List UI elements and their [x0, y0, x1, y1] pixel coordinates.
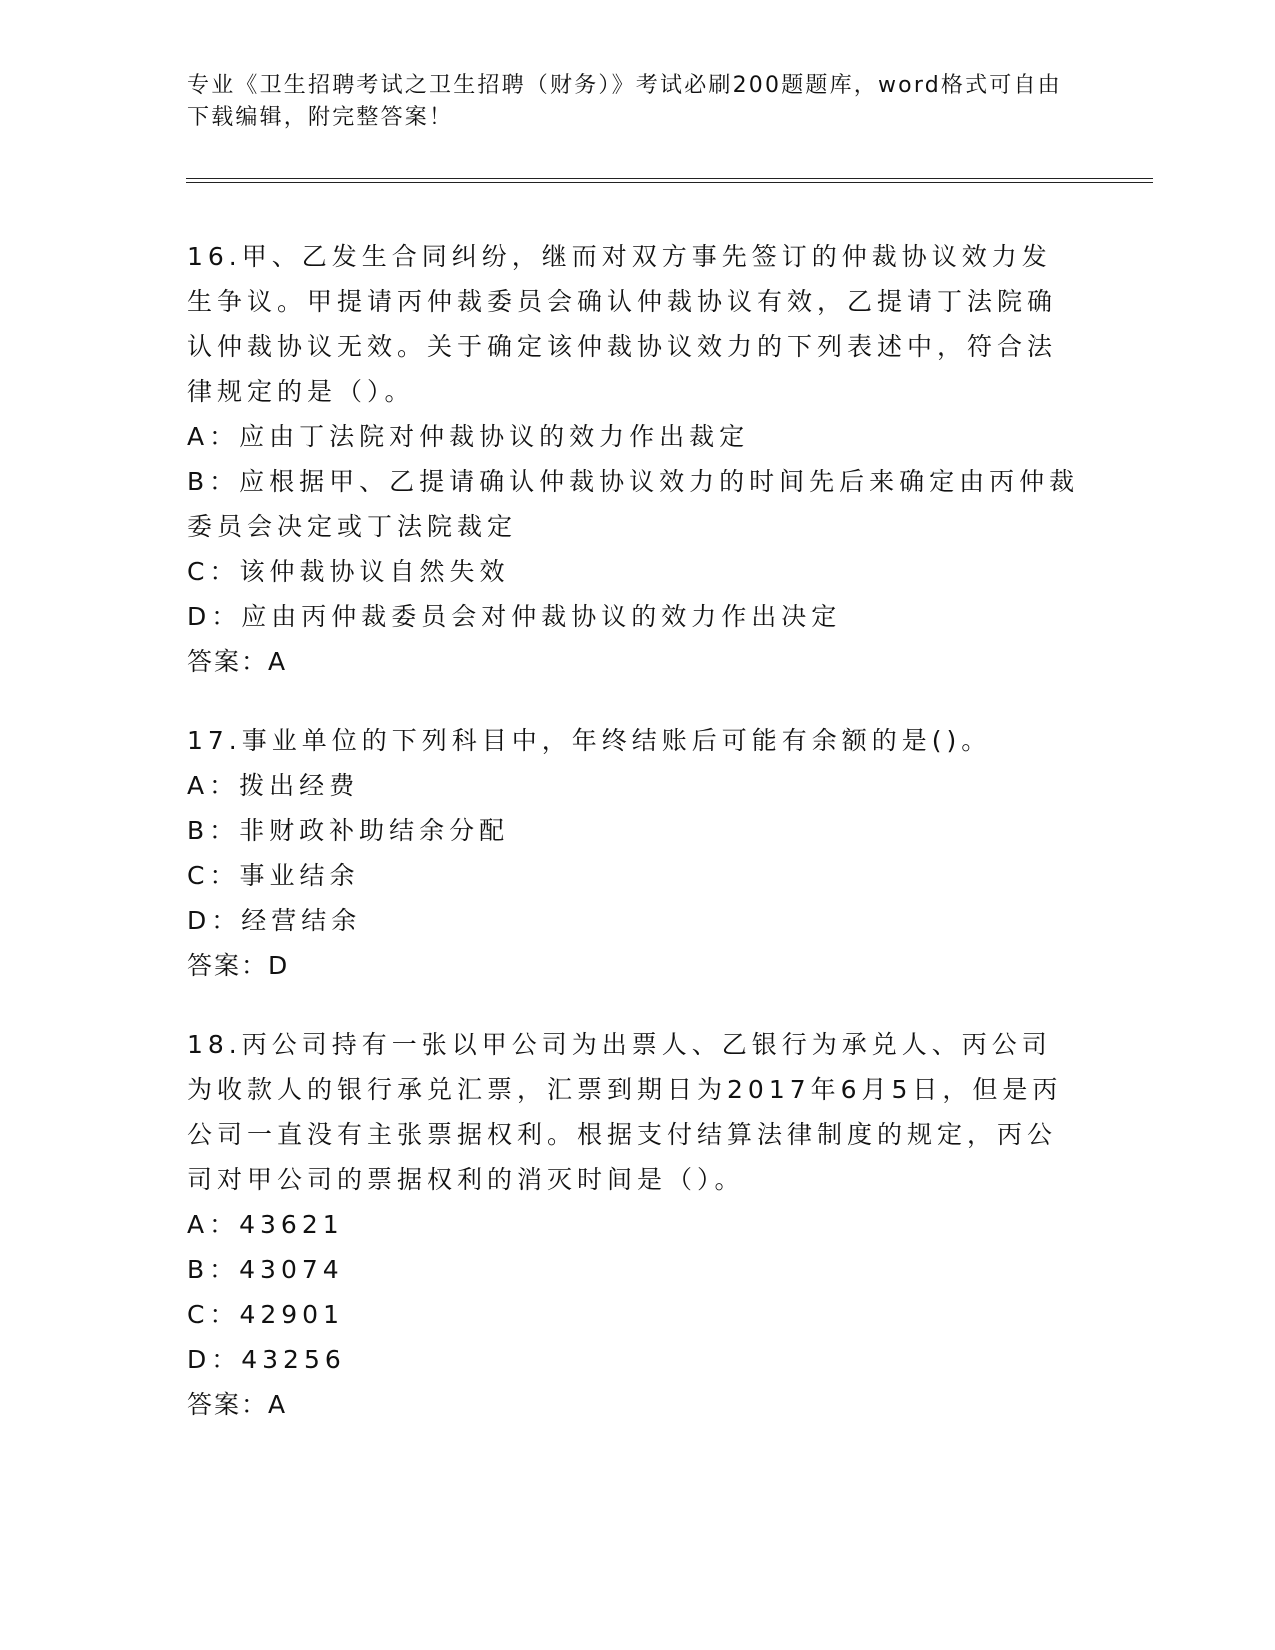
document-header: 专业《卫生招聘考试之卫生招聘（财务）》考试必刷200题题库，word格式可自由下载编辑，附完整答案！ — [187, 73, 1062, 130]
answer: 答案：A — [187, 1390, 288, 1419]
document-page — [187, 70, 1087, 134]
question-stem: 16.甲、乙发生合同纠纷，继而对双方事先签订的仲裁协议效力发生争议。甲提请丙仲裁委员会确认仲裁协议有效，乙提请丁法院确认仲裁协议无效。关于确定该仲裁协议效力的下列表述中，符合法律规定的是（）。 — [187, 242, 1058, 406]
option-c: C：42901 — [187, 1300, 344, 1329]
option-c: C：该仲裁协议自然失效 — [187, 557, 510, 586]
question-16 — [187, 234, 1087, 684]
question-18 — [187, 1022, 1087, 1427]
option-a: A：拨出经费 — [187, 771, 360, 800]
option-d: D：经营结余 — [187, 906, 362, 935]
question-17 — [187, 718, 1087, 988]
option-b: B：43074 — [187, 1255, 344, 1284]
header-divider — [186, 178, 1153, 183]
option-c: C：事业结余 — [187, 861, 360, 890]
option-d: D：应由丙仲裁委员会对仲裁协议的效力作出决定 — [187, 602, 842, 631]
answer: 答案：A — [187, 647, 288, 676]
answer: 答案：D — [187, 951, 290, 980]
question-stem: 18.丙公司持有一张以甲公司为出票人、乙银行为承兑人、丙公司为收款人的银行承兑汇票，汇票到期日为2017年6月5日，但是丙公司一直没有主张票据权利。根据支付结算法律制度的规定，丙公司对甲公司的票据权利的消灭时间是（）。 — [187, 1030, 1063, 1194]
option-a: A：应由丁法院对仲裁协议的效力作出裁定 — [187, 422, 750, 451]
option-a: A：43621 — [187, 1210, 344, 1239]
option-b: B：非财政补助结余分配 — [187, 816, 510, 845]
question-stem: 17.事业单位的下列科目中，年终结账后可能有余额的是()。 — [187, 726, 992, 755]
option-b: B：应根据甲、乙提请确认仲裁协议效力的时间先后来确定由丙仲裁委员会决定或丁法院裁定 — [187, 467, 1080, 541]
option-d: D：43256 — [187, 1345, 346, 1374]
question-list — [187, 234, 1087, 1461]
